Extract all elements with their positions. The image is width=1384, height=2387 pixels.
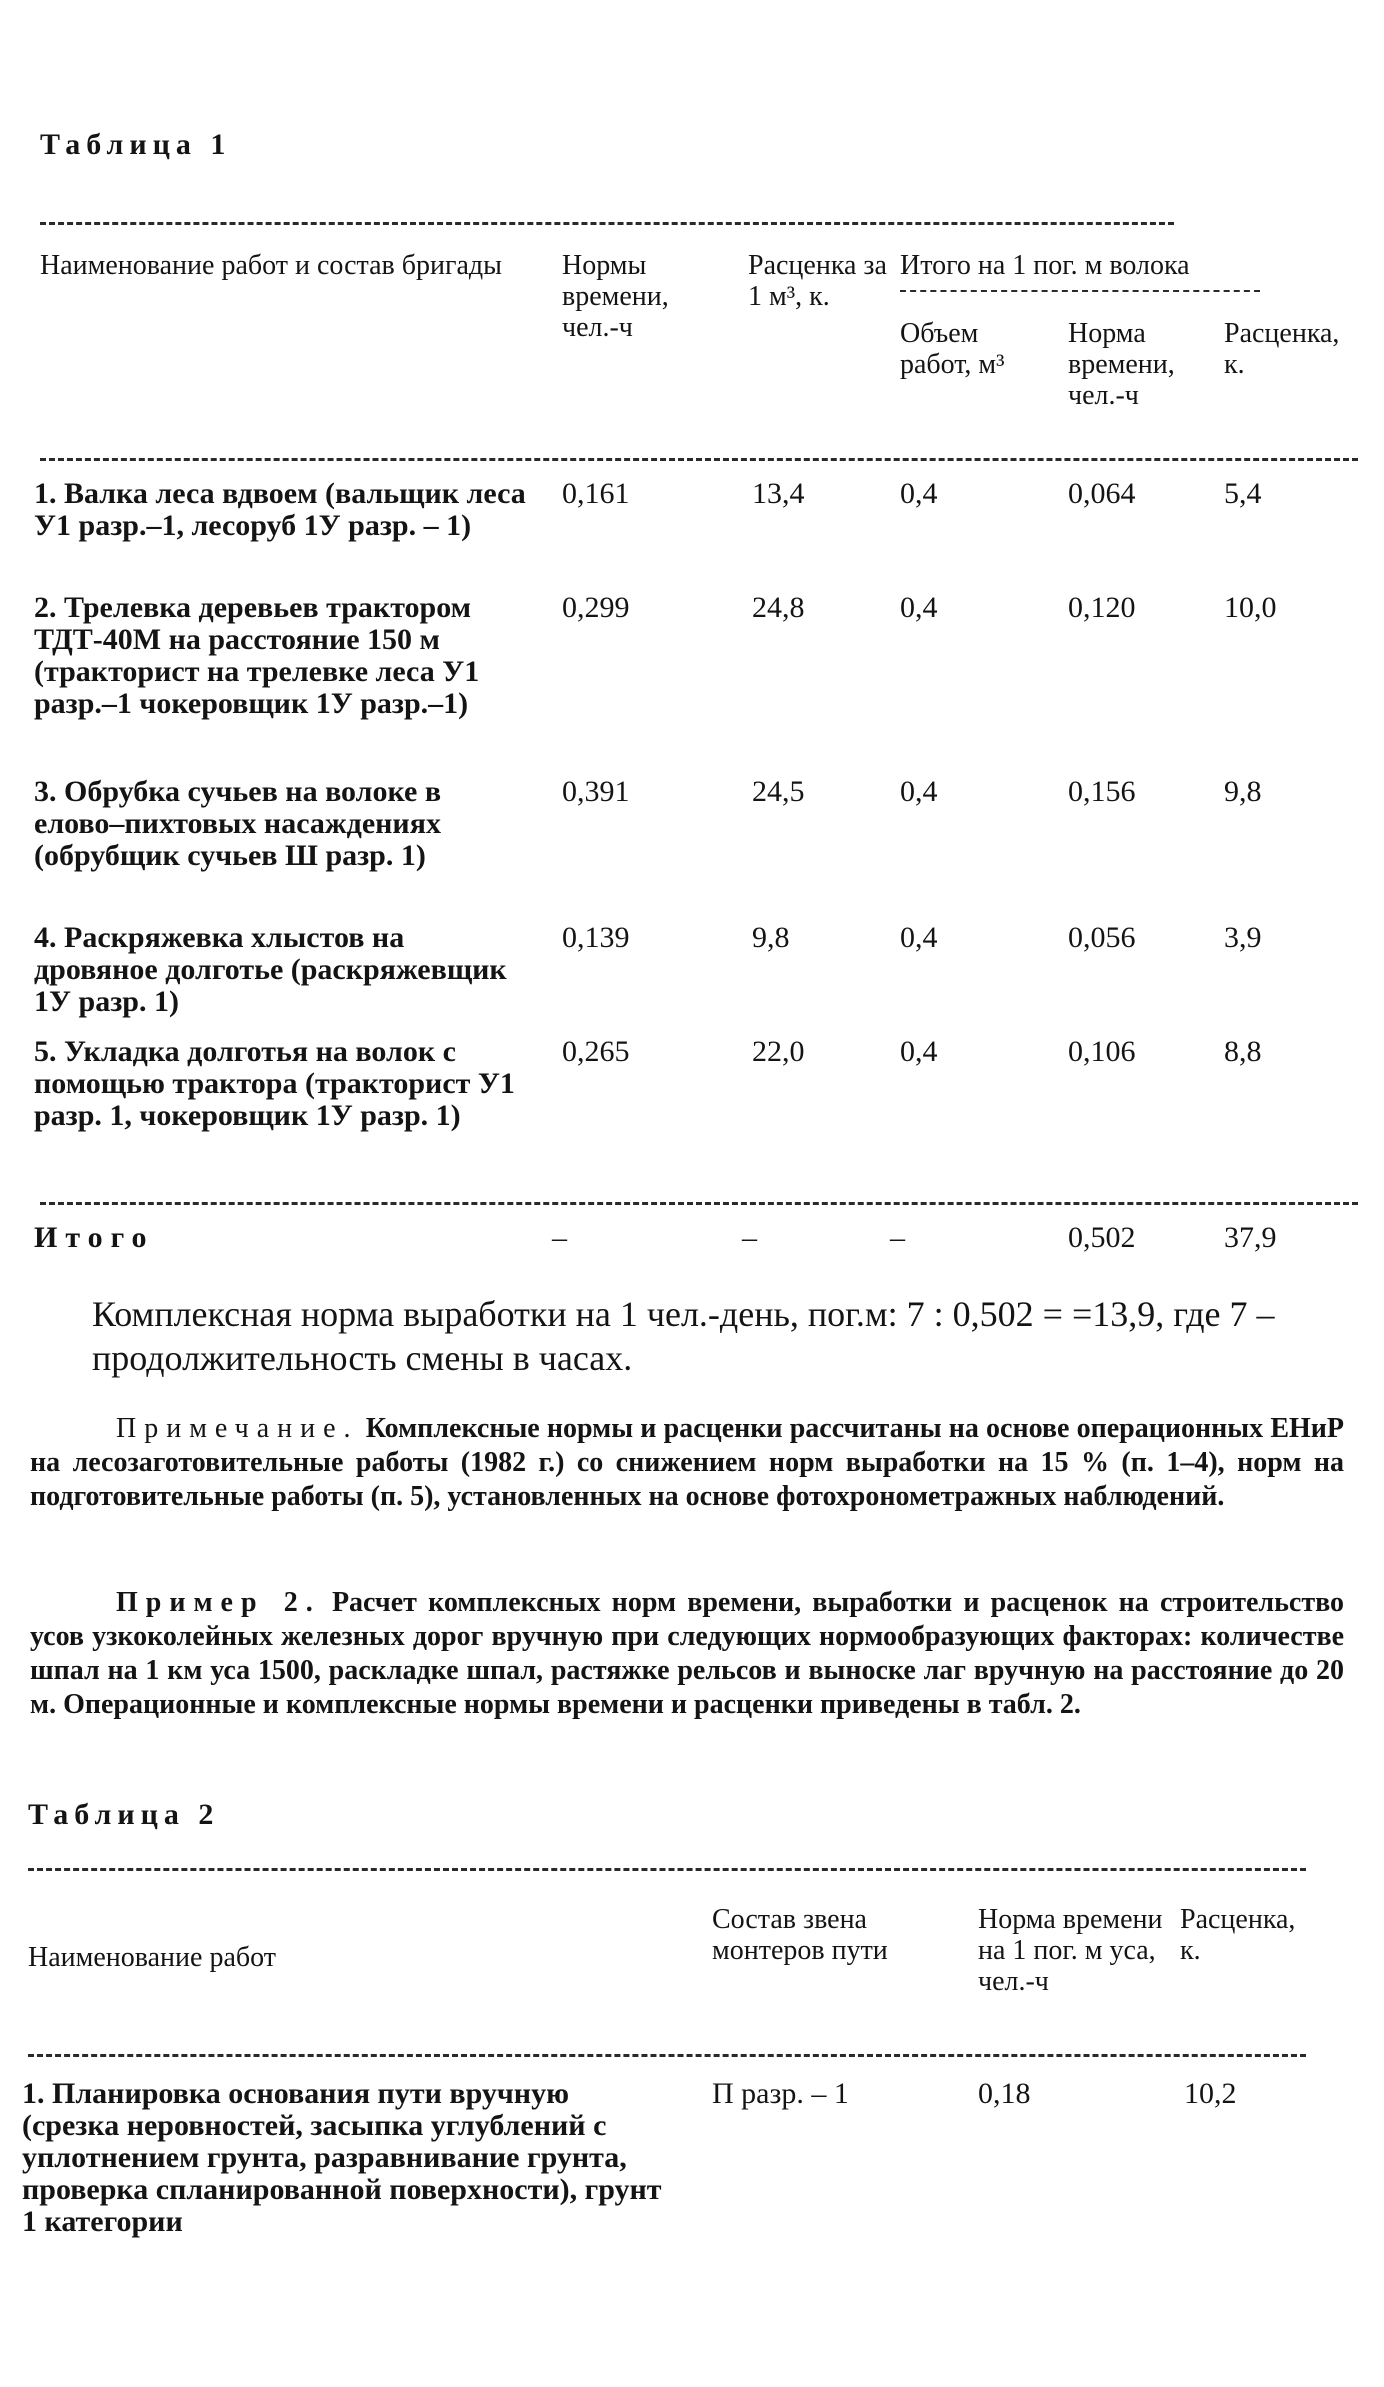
note-text: Комплексные нормы и расценки рассчитаны на основе операционных ЕНиР на лесозаготовительные работы (1982 г.) со снижением норм выработки на 15 % (п. 1–4), норм на подготовительные работы (п. 5), установленных на основе фотохронометражных наблюдений. xyxy=(30,1413,1345,1512)
table1-row-5-rate2: 8,8 xyxy=(1224,1035,1262,1068)
table1-row-1-norm: 0,064 xyxy=(1068,477,1136,510)
table1-row-3-norm-time: 0,391 xyxy=(562,775,630,808)
table1-row-4-rate: 9,8 xyxy=(752,921,790,954)
table2-caption: Таблица 2 xyxy=(28,1798,220,1831)
table1-total-rate2: 37,9 xyxy=(1224,1221,1277,1254)
table1-header-group: Итого на 1 пог. м волока xyxy=(900,250,1190,281)
table1-row-4-rate2: 3,9 xyxy=(1224,921,1262,954)
table2-row-1-norm: 0,18 xyxy=(978,2077,1031,2110)
table2-header-name: Наименование работ xyxy=(28,1942,276,1973)
table1-row-2-norm-time: 0,299 xyxy=(562,591,630,624)
table1-row-5-name: 5. Укладка долготья на волок с помощью трактора (тракторист У1 разр. 1, чокеровщик 1У разр. 1) xyxy=(34,1035,515,1132)
table1-row-4-name: 4. Раскряжевка хлыстов на дровяное долготье (раскряжевщик 1У разр. 1) xyxy=(34,921,507,1018)
example-label: Пример 2. xyxy=(116,1587,321,1618)
table1-header-norm: Норма времени, чел.-ч xyxy=(1068,318,1175,411)
table1-row-2-norm: 0,120 xyxy=(1068,591,1136,624)
table1-row-3-rate2: 9,8 xyxy=(1224,775,1262,808)
table1-row-1-rate2: 5,4 xyxy=(1224,477,1262,510)
table2-header-norm: Норма времени на 1 пог. м уса, чел.-ч xyxy=(978,1904,1163,1997)
table1-header-rate2: Расценка, к. xyxy=(1224,318,1340,380)
table1-total-norm-time: – xyxy=(552,1221,567,1254)
table1-row-1-volume: 0,4 xyxy=(900,477,938,510)
table1-total-rule xyxy=(40,1202,1358,1205)
table1-row-3-name: 3. Обрубка сучьев на волоке в елово–пихтовых насаждениях (обрубщик сучьев Ш разр. 1) xyxy=(34,775,442,872)
table2-top-rule xyxy=(28,1868,1306,1871)
table1-row-2-rate2: 10,0 xyxy=(1224,591,1277,624)
table2-row-1-name: 1. Планировка основания пути вручную (срезка неровностей, засыпка углублений с уплотнением грунта, разравнивание грунта, проверка спланированной поверхности), грунт 1 категории xyxy=(22,2077,662,2238)
table1-group-rule xyxy=(900,290,1260,292)
table1-row-3-volume: 0,4 xyxy=(900,775,938,808)
table1-row-4-volume: 0,4 xyxy=(900,921,938,954)
note-label: Примечание. xyxy=(116,1413,359,1444)
table1-header-name: Наименование работ и состав бригады xyxy=(40,250,502,281)
table2-header-rule xyxy=(28,2054,1306,2057)
table1-row-1-name: 1. Валка леса вдвоем (вальщик леса У1 разр.–1, лесоруб 1У разр. – 1) xyxy=(34,477,526,542)
table1-total-label: Итого xyxy=(34,1221,155,1254)
table1-row-1-norm-time: 0,161 xyxy=(562,477,630,510)
table1-top-rule xyxy=(40,222,1174,225)
example-paragraph xyxy=(30,1586,1344,1722)
table1-total-norm: 0,502 xyxy=(1068,1221,1136,1254)
note-paragraph xyxy=(30,1412,1344,1514)
table1-row-5-norm: 0,106 xyxy=(1068,1035,1136,1068)
table2-row-1-crew: П разр. – 1 xyxy=(712,2077,849,2110)
table1-row-2-rate: 24,8 xyxy=(752,591,805,624)
table1-row-3-norm: 0,156 xyxy=(1068,775,1136,808)
table1-row-5-volume: 0,4 xyxy=(900,1035,938,1068)
table1-row-4-norm-time: 0,139 xyxy=(562,921,630,954)
table1-row-5-norm-time: 0,265 xyxy=(562,1035,630,1068)
table1-caption: Таблица 1 xyxy=(40,128,232,161)
table1-row-2-volume: 0,4 xyxy=(900,591,938,624)
table1-header-rate: Расценка за 1 м³, к. xyxy=(748,250,887,312)
complex-norm-text: Комплексная норма выработки на 1 чел.-день, пог.м: 7 : 0,502 = =13,9, где 7 – продолжительность смены в часах. xyxy=(92,1294,1275,1378)
table1-row-5-rate: 22,0 xyxy=(752,1035,805,1068)
table2-header-crew: Состав звена монтеров пути xyxy=(712,1904,888,1966)
table1-row-3-rate: 24,5 xyxy=(752,775,805,808)
table1-header-volume: Объем работ, м³ xyxy=(900,318,1005,380)
table1-row-1-rate: 13,4 xyxy=(752,477,805,510)
table1-total-volume: – xyxy=(890,1221,905,1254)
table1-header-rule xyxy=(40,458,1358,461)
example-text: Расчет комплексных норм времени, выработки и расценок на строительство усов узкоколейных железных дорог вручную при следующих нормообразующих факторах: количестве шпал на 1 км уса 1500, раскладке шпал, растяжке рельсов и выноске лаг вручную на расстояние до 20 м. Операционные и комплексные нормы времени и расценки приведены в табл. 2. xyxy=(30,1587,1345,1720)
table1-row-2-name: 2. Трелевка деревьев трактором ТДТ-40М на расстояние 150 м (тракторист на трелевке леса У1 разр.–1 чокеровщик 1У разр.–1) xyxy=(34,591,480,720)
table1-total-rate: – xyxy=(742,1221,757,1254)
table2-header-rate: Расценка, к. xyxy=(1180,1904,1296,1966)
table1-row-4-norm: 0,056 xyxy=(1068,921,1136,954)
table1-header-norm-time: Нормы времени, чел.-ч xyxy=(562,250,669,343)
table2-row-1-rate: 10,2 xyxy=(1184,2077,1237,2110)
